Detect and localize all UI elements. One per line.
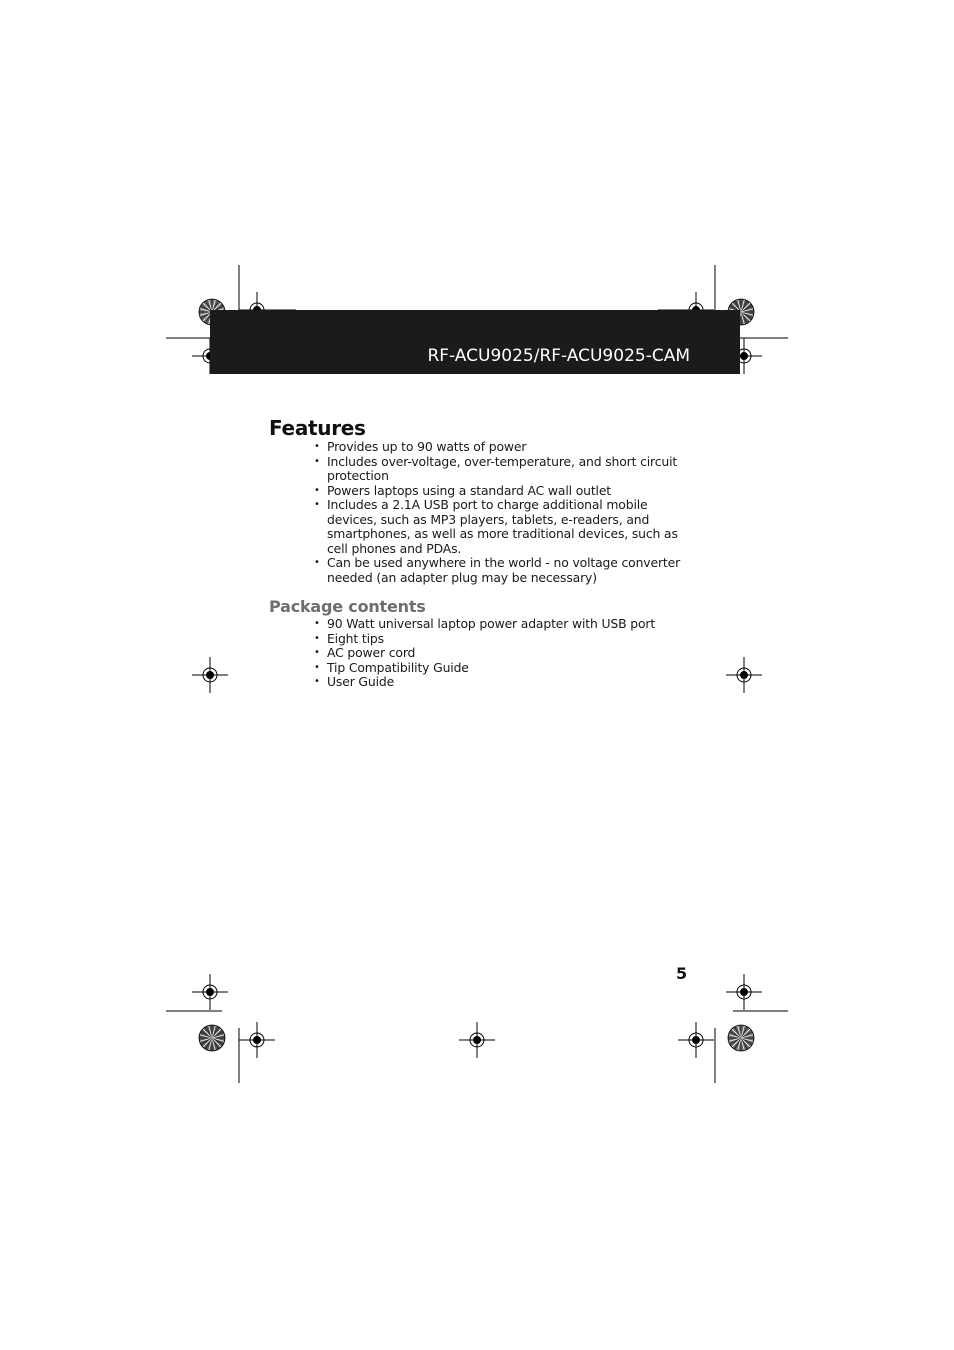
- list-item: • Powers laptops using a standard AC wall outlet: [327, 484, 689, 499]
- features-list: [269, 440, 689, 585]
- list-item: • Provides up to 90 watts of power: [327, 440, 689, 455]
- test-circle: [728, 1025, 754, 1051]
- list-item: • Eight tips: [327, 632, 689, 647]
- list-item: • Includes over-voltage, over-temperature, and short circuit protection: [327, 455, 689, 484]
- page-number: 5: [676, 964, 688, 983]
- features-heading: Features: [269, 416, 366, 440]
- package-contents-list: [269, 617, 689, 690]
- package-contents-heading: Package contents: [269, 597, 426, 616]
- header-title: RF-ACU9025/RF-ACU9025-CAM: [427, 346, 690, 366]
- main-content: [269, 416, 689, 690]
- list-item: • Includes a 2.1A USB port to charge additional mobile devices, such as MP3 players, tablets, e-readers, and smartphones, as well as more traditional devices, such as cell phones and PDAs.: [327, 498, 689, 556]
- list-item: • AC power cord: [327, 646, 689, 661]
- list-item: • Tip Compatibility Guide: [327, 661, 689, 676]
- list-item: • 90 Watt universal laptop power adapter with USB port: [327, 617, 689, 632]
- test-circle: [199, 1025, 225, 1051]
- header-bar: [210, 310, 740, 374]
- list-item: • Can be used anywhere in the world - no voltage converter needed (an adapter plug may be necessary): [327, 556, 689, 585]
- list-item: • User Guide: [327, 675, 689, 690]
